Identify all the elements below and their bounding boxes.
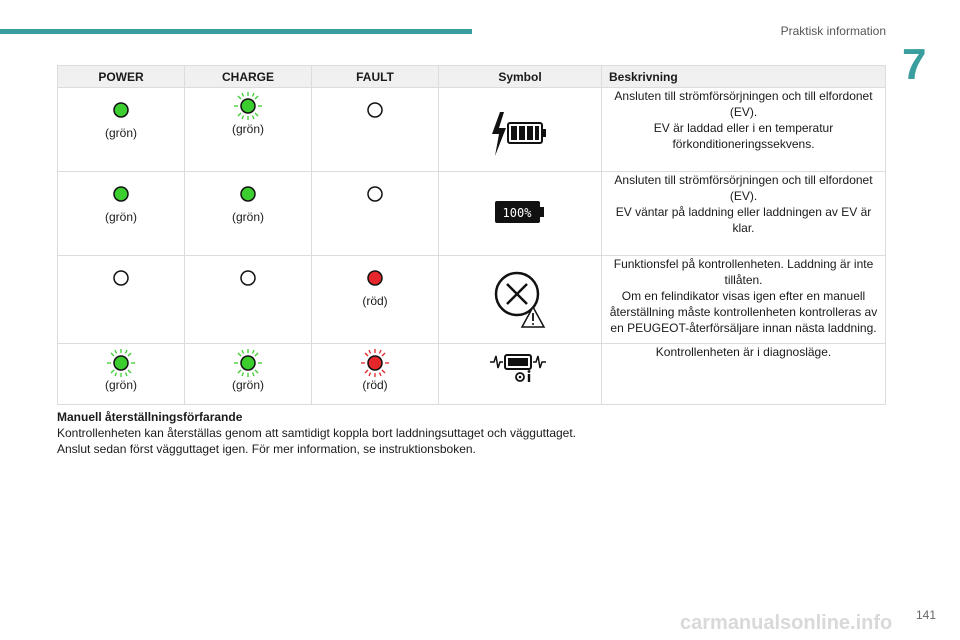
green-led-blinking-icon (233, 91, 263, 121)
chapter-number: 7 (902, 40, 927, 89)
description-line: Ansluten till strömförsörjningen och till elfordonet (614, 173, 873, 187)
red-led-icon (365, 268, 385, 288)
table-row (58, 256, 886, 344)
led-color-label: (grön) (104, 210, 137, 224)
description-line: en PEUGEOT-återförsäljare innan nästa laddning. (610, 321, 877, 335)
led-off-icon (365, 184, 385, 204)
manual-reset-title: Manuell återställningsförfarande (57, 410, 243, 424)
power-cell (58, 172, 185, 256)
led-color-label: (grön) (104, 126, 137, 140)
fault-cell (312, 256, 439, 344)
column-header-charge: CHARGE (185, 66, 312, 88)
led-color-label: (röd) (362, 378, 388, 392)
fault-cell (312, 88, 439, 172)
charge-cell (185, 88, 312, 172)
led-color-label: (grön) (231, 122, 264, 136)
description-line: Kontrollenheten är i diagnosläge. (655, 345, 832, 359)
led-color-label: (grön) (231, 378, 264, 392)
table-row (58, 172, 886, 256)
table-row (58, 344, 886, 405)
red-led-blinking-icon (360, 348, 390, 378)
green-led-blinking-icon (233, 348, 263, 378)
description-cell (602, 344, 886, 405)
fault-warning-icon (493, 270, 547, 330)
led-off-icon (238, 268, 258, 288)
table-header-row (58, 66, 886, 88)
green-led-icon (238, 184, 258, 204)
fault-cell (312, 344, 439, 405)
manual-reset-section (57, 409, 576, 457)
manual-reset-text: Kontrollenheten kan återställas genom att samtidigt koppla bort laddningsuttaget och vägguttaget. (57, 426, 577, 440)
power-cell (58, 88, 185, 172)
charge-cell (185, 172, 312, 256)
fault-cell (312, 172, 439, 256)
column-header-power: POWER (58, 66, 185, 88)
led-color-label: (röd) (362, 294, 388, 308)
symbol-cell (439, 88, 602, 172)
led-color-label: (grön) (231, 210, 264, 224)
column-header-fault: FAULT (312, 66, 439, 88)
battery-full-icon (494, 200, 546, 224)
battery-level-text: 100% (502, 206, 532, 220)
charge-cell (185, 344, 312, 405)
led-off-icon (365, 100, 385, 120)
symbol-cell (439, 172, 602, 256)
section-title: Praktisk information (780, 24, 886, 38)
column-header-symbol: Symbol (439, 66, 602, 88)
watermark: carmanualsonline.info (680, 612, 893, 634)
description-line: klar. (732, 221, 755, 235)
description-cell (602, 172, 886, 256)
header-accent-bar (0, 29, 472, 34)
green-led-blinking-icon (106, 348, 136, 378)
diagnostic-mode-icon (489, 352, 551, 384)
symbol-cell (439, 256, 602, 344)
description-cell (602, 88, 886, 172)
description-line: (EV). (729, 189, 758, 203)
led-status-table (57, 65, 886, 405)
description-cell (602, 256, 886, 344)
description-line: (EV). (729, 105, 758, 119)
description-line: Ansluten till strömförsörjningen och till elfordonet (614, 89, 873, 103)
column-header-description: Beskrivning (602, 66, 886, 88)
green-led-icon (111, 184, 131, 204)
description-line: Om en felindikator visas igen efter en manuell (621, 289, 866, 303)
battery-charging-icon (490, 112, 550, 156)
description-line: förkonditioneringssekvens. (672, 137, 815, 151)
description-line: återställning måste kontrollenheten kontrolleras av (609, 305, 878, 319)
charge-cell (185, 256, 312, 344)
led-off-icon (111, 268, 131, 288)
description-line: Funktionsfel på kontrollenheten. Laddning är inte (613, 257, 874, 271)
description-line: EV väntar på laddning eller laddningen av EV är (615, 205, 872, 219)
description-line: tillåten. (724, 273, 763, 287)
power-cell (58, 344, 185, 405)
manual-reset-text: Anslut sedan först vägguttaget igen. För mer information, se instruktionsboken. (57, 442, 476, 456)
description-line: EV är laddad eller i en temperatur (653, 121, 834, 135)
green-led-icon (111, 100, 131, 120)
page-number: 141 (915, 608, 936, 622)
symbol-cell (439, 344, 602, 405)
table-row (58, 88, 886, 172)
power-cell (58, 256, 185, 344)
led-color-label: (grön) (104, 378, 137, 392)
